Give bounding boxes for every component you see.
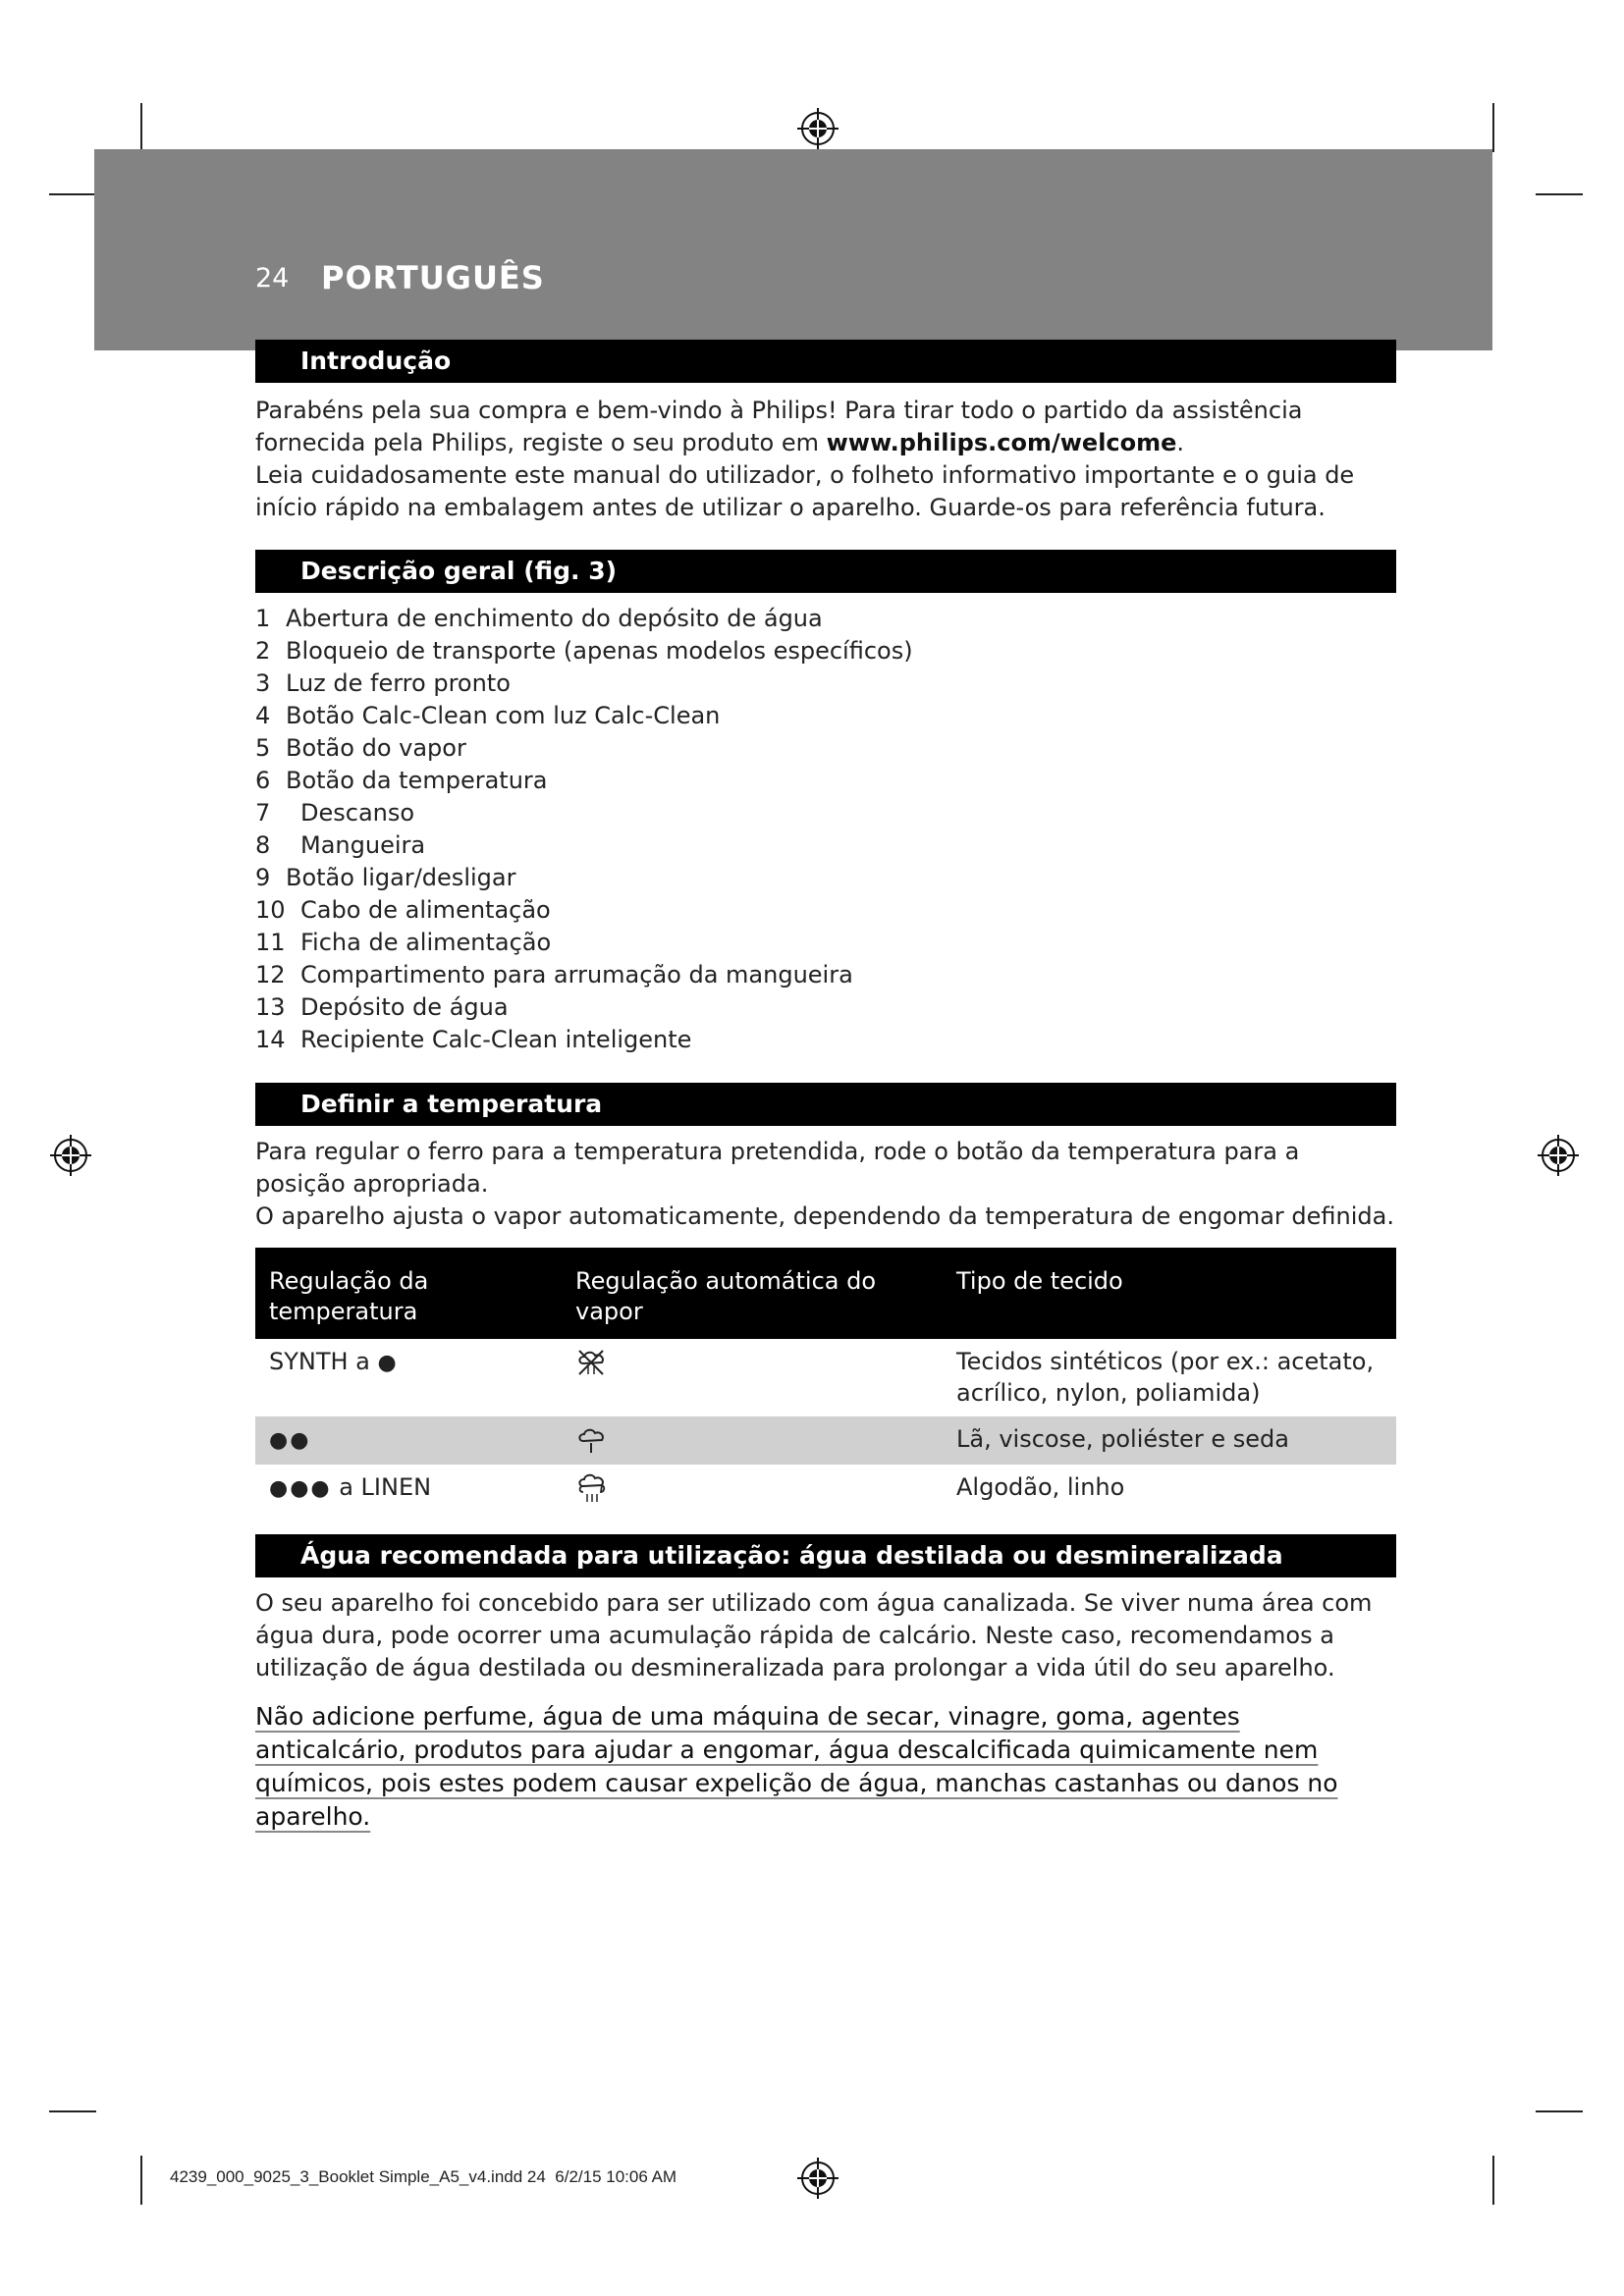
crop-mark bbox=[140, 103, 142, 152]
item-text: Botão do vapor bbox=[286, 734, 466, 762]
item-text: Depósito de água bbox=[300, 993, 509, 1021]
item-number: 14 bbox=[255, 1026, 286, 1053]
temperature-dots: ●● bbox=[269, 1428, 311, 1453]
crop-mark bbox=[49, 2110, 96, 2112]
fabric-type: Tecidos sintéticos (por ex.: acetato, acrílico, nylon, poliamida) bbox=[956, 1348, 1375, 1407]
language-title: PORTUGUÊS bbox=[321, 259, 545, 296]
list-item bbox=[255, 927, 1396, 959]
item-text: Cabo de alimentação bbox=[300, 896, 551, 924]
table-row bbox=[255, 1465, 1396, 1513]
item-number: 10 bbox=[255, 896, 286, 924]
crop-mark bbox=[140, 2156, 142, 2205]
water-paragraph: O seu aparelho foi concebido para ser utilizado com água canalizada. Se viver numa área com água dura, pode ocorrer uma acumulação rápida de calcário. Neste caso, recomendamos a utilização de água destilada ou desmineralizada para prolongar a vida útil do seu aparelho. bbox=[255, 1589, 1373, 1682]
high-steam-icon bbox=[575, 1473, 609, 1503]
steam-setting bbox=[562, 1465, 943, 1513]
steam-setting bbox=[562, 1416, 943, 1465]
intro-text-end: . bbox=[1176, 429, 1185, 456]
registration-mark-icon bbox=[795, 106, 840, 151]
no-steam-icon bbox=[575, 1348, 609, 1377]
item-number: 13 bbox=[255, 993, 286, 1021]
list-item bbox=[255, 829, 1396, 862]
item-text: Compartimento para arrumação da mangueira bbox=[300, 961, 853, 988]
item-text: Abertura de enchimento do depósito de água bbox=[286, 605, 823, 632]
setting-label: SYNTH a bbox=[269, 1348, 378, 1375]
slug-filename: 4239_000_9025_3_Booklet Simple_A5_v4.indd 24 bbox=[170, 2167, 546, 2186]
temperature-body bbox=[255, 1136, 1396, 1233]
intro-paragraph bbox=[255, 395, 1396, 459]
item-text: Botão da temperatura bbox=[286, 767, 548, 794]
item-number: 11 bbox=[255, 929, 286, 956]
temperature-dots: ●●● bbox=[269, 1476, 332, 1501]
list-item bbox=[255, 765, 1396, 797]
item-number: 9 bbox=[255, 864, 271, 891]
intro-body bbox=[255, 395, 1396, 524]
steam-setting bbox=[562, 1339, 943, 1416]
parts-list bbox=[255, 603, 1396, 1056]
crop-mark bbox=[1492, 103, 1494, 152]
list-item bbox=[255, 603, 1396, 635]
column-header: Regulação automática do vapor bbox=[562, 1248, 943, 1339]
section-title-temperature: Definir a temperatura bbox=[255, 1083, 1396, 1126]
item-number: 6 bbox=[255, 767, 271, 794]
list-item bbox=[255, 1024, 1396, 1056]
item-number: 5 bbox=[255, 734, 271, 762]
section-title-intro: Introdução bbox=[255, 340, 1396, 383]
fabric-type: Algodão, linho bbox=[956, 1473, 1125, 1501]
item-number: 1 bbox=[255, 605, 271, 632]
column-header: Tipo de tecido bbox=[943, 1248, 1396, 1339]
list-item bbox=[255, 797, 1396, 829]
temperature-dots: ● bbox=[377, 1351, 399, 1375]
item-text: Botão Calc-Clean com luz Calc-Clean bbox=[286, 702, 721, 729]
item-text: Luz de ferro pronto bbox=[286, 669, 511, 697]
item-text: Bloqueio de transporte (apenas modelos específicos) bbox=[286, 637, 913, 665]
registration-mark-icon bbox=[795, 2156, 840, 2201]
setting-label-suffix: a LINEN bbox=[331, 1473, 432, 1501]
list-item bbox=[255, 862, 1396, 894]
item-text: Mangueira bbox=[300, 831, 426, 859]
item-number: 7 bbox=[255, 799, 271, 827]
intro-paragraph-2: Leia cuidadosamente este manual do utilizador, o folheto informativo importante e o guia de início rápido na embalagem antes de utilizar o aparelho. Guarde-os para referência futura. bbox=[255, 461, 1355, 521]
intro-text: Parabéns pela sua compra e bem-vindo à Philips! Para tirar todo o partido da assistência fornecida pela Philips, registe o seu produto em bbox=[255, 397, 1303, 456]
list-item bbox=[255, 894, 1396, 927]
item-number: 4 bbox=[255, 702, 271, 729]
temperature-paragraph-2: O aparelho ajusta o vapor automaticamente, dependendo da temperatura de engomar definida. bbox=[255, 1202, 1394, 1230]
item-number: 12 bbox=[255, 961, 286, 988]
low-steam-icon bbox=[575, 1425, 609, 1455]
welcome-link[interactable]: www.philips.com/welcome bbox=[826, 429, 1177, 456]
section-title-water: Água recomendada para utilização: água destilada ou desmineralizada bbox=[255, 1534, 1396, 1577]
column-header: Regulação da temperatura bbox=[255, 1248, 562, 1339]
list-item bbox=[255, 635, 1396, 667]
item-text: Recipiente Calc-Clean inteligente bbox=[300, 1026, 692, 1053]
table-header-row bbox=[255, 1248, 1396, 1339]
list-item bbox=[255, 700, 1396, 732]
fabric-type: Lã, viscose, poliéster e seda bbox=[943, 1416, 1396, 1465]
item-number: 3 bbox=[255, 669, 271, 697]
list-item bbox=[255, 732, 1396, 765]
crop-mark bbox=[1492, 2156, 1494, 2205]
temperature-table bbox=[255, 1248, 1396, 1513]
warning-note bbox=[255, 1700, 1396, 1834]
section-title-overview: Descrição geral (fig. 3) bbox=[255, 550, 1396, 593]
list-item bbox=[255, 991, 1396, 1024]
item-text: Botão ligar/desligar bbox=[286, 864, 516, 891]
crop-mark bbox=[1536, 2110, 1583, 2112]
temperature-setting bbox=[255, 1339, 562, 1416]
item-text: Ficha de alimentação bbox=[300, 929, 552, 956]
registration-mark-icon bbox=[48, 1133, 93, 1178]
crop-mark bbox=[1536, 193, 1583, 195]
temperature-setting bbox=[255, 1416, 562, 1465]
crop-mark bbox=[49, 193, 96, 195]
temperature-paragraph: Para regular o ferro para a temperatura pretendida, rode o botão da temperatura para a posição apropriada. bbox=[255, 1138, 1300, 1198]
item-text: Descanso bbox=[300, 799, 415, 827]
list-item bbox=[255, 959, 1396, 991]
water-body bbox=[255, 1587, 1396, 1684]
page-number: 24 bbox=[255, 263, 290, 294]
header-band bbox=[94, 149, 1492, 350]
table-row bbox=[255, 1339, 1396, 1416]
slug-date: 6/2/15 10:06 AM bbox=[555, 2167, 677, 2186]
item-number: 8 bbox=[255, 831, 271, 859]
table-row bbox=[255, 1416, 1396, 1465]
item-number: 2 bbox=[255, 637, 271, 665]
list-item bbox=[255, 667, 1396, 700]
temperature-setting bbox=[255, 1465, 562, 1513]
registration-mark-icon bbox=[1536, 1133, 1581, 1178]
file-slug bbox=[170, 2167, 677, 2187]
warning-text: Não adicione perfume, água de uma máquina de secar, vinagre, goma, agentes anticalcário, produtos para ajudar a engomar, água descalcificada quimicamente nem químicos, pois estes podem causar expelição de água, manchas castanhas ou danos no aparelho. bbox=[255, 1702, 1338, 1831]
